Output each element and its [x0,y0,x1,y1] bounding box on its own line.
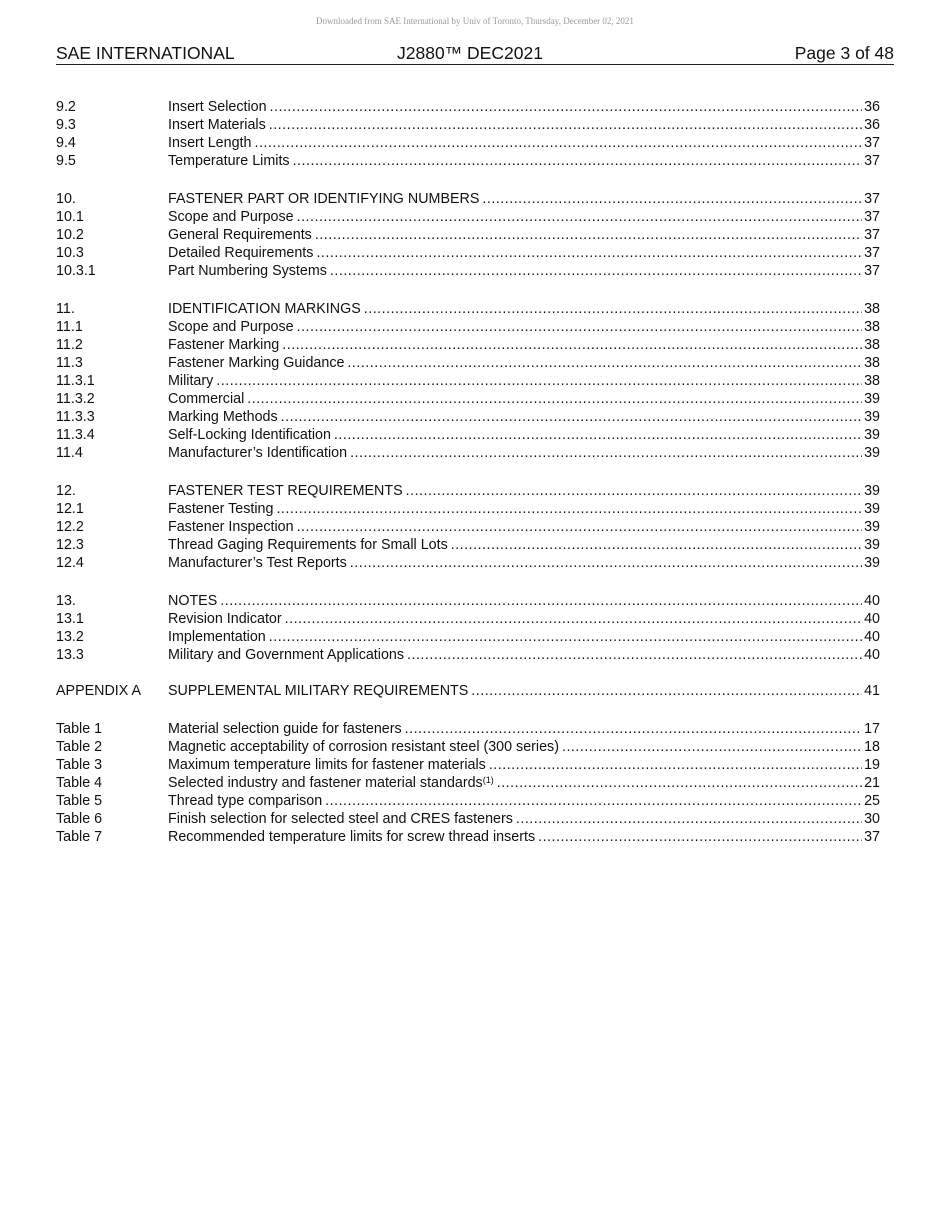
dot-leader [297,318,863,336]
dot-leader [330,262,862,280]
toc-page: 30 [864,811,880,827]
toc-number: 11.4 [56,445,83,461]
dot-leader [281,408,862,426]
dot-leader [269,116,862,134]
toc-entry[interactable] [56,738,880,756]
toc-number: 9.3 [56,117,76,133]
toc-entry[interactable] [56,720,880,738]
toc-page: 37 [864,245,880,261]
toc-entry[interactable] [56,756,880,774]
toc-page: 38 [864,319,880,335]
toc-title: Fastener Marking [168,337,280,353]
toc-entry[interactable] [56,536,880,554]
toc-page: 19 [864,757,880,773]
toc-number: 13. [56,593,76,609]
dot-leader [285,610,862,628]
toc-title: Material selection guide for fasteners [168,721,402,737]
toc-page: 39 [864,427,880,443]
dot-leader [270,98,863,116]
toc-page: 39 [864,537,880,553]
toc-number: 12.2 [56,519,84,535]
toc-page: 37 [864,263,880,279]
toc-number: 11.3.4 [56,427,95,443]
toc-title: Part Numbering Systems [168,263,327,279]
toc-number: APPENDIX A [56,683,142,699]
toc-entry[interactable] [56,444,880,462]
table-of-contents [56,98,880,846]
toc-title: Marking Methods [168,409,278,425]
toc-page: 39 [864,519,880,535]
toc-title-text: Selected industry and fastener material standards [168,775,483,791]
toc-entry[interactable] [56,518,880,536]
toc-page: 37 [864,829,880,845]
toc-entry[interactable] [56,500,880,518]
page-number: Page 3 of 48 [794,43,894,63]
toc-page: 41 [864,683,880,699]
toc-title: Temperature Limits [168,153,290,169]
toc-title: Self-Locking Identification [168,427,331,443]
toc-entry[interactable] [56,300,880,318]
dot-leader [350,554,862,572]
toc-page: 38 [864,337,880,353]
toc-number: 12.3 [56,537,84,553]
toc-entry[interactable] [56,482,880,500]
dot-leader [489,756,862,774]
toc-number: 11.3.1 [56,373,95,389]
toc-entry[interactable] [56,610,880,628]
toc-number: 13.2 [56,629,84,645]
toc-entry[interactable] [56,190,880,208]
toc-entry[interactable] [56,98,880,116]
toc-page: 40 [864,611,880,627]
toc-page: 37 [864,209,880,225]
toc-title: Scope and Purpose [168,209,294,225]
toc-number: 10. [56,191,76,207]
dot-leader [269,628,862,646]
dot-leader [293,152,863,170]
toc-number: 12. [56,483,76,499]
toc-title: Manufacturer’s Test Reports [168,555,347,571]
dot-leader [347,354,862,372]
toc-number: 9.2 [56,99,76,115]
toc-title: Insert Materials [168,117,266,133]
toc-title: Thread type comparison [168,793,323,809]
toc-page: 18 [864,739,880,755]
toc-number: 10.3 [56,245,84,261]
toc-number: Table 6 [56,811,103,827]
footnote-marker: (1) [482,775,494,785]
toc-number: Table 7 [56,829,103,845]
toc-title: Commercial [168,391,245,407]
toc-number: Table 4 [56,775,103,791]
dot-leader [407,646,862,664]
toc-title: Thread Gaging Requirements for Small Lots [168,537,448,553]
toc-page: 39 [864,409,880,425]
dot-leader [482,190,862,208]
toc-page: 40 [864,647,880,663]
toc-page: 39 [864,555,880,571]
dot-leader [315,226,862,244]
toc-title: FASTENER PART OR IDENTIFYING NUMBERS [168,191,480,207]
toc-entry[interactable] [56,810,880,828]
dot-leader [334,426,862,444]
toc-page: 40 [864,593,880,609]
toc-title [168,774,494,792]
toc-number: 11.3.2 [56,391,95,407]
toc-number: Table 1 [56,721,103,737]
toc-entry[interactable] [56,262,880,280]
toc-title: Military and Government Applications [168,647,405,663]
toc-title: Revision Indicator [168,611,282,627]
toc-page: 25 [864,793,880,809]
toc-number: 11.2 [56,337,83,353]
toc-page: 36 [864,99,880,115]
dot-leader [451,536,862,554]
toc-title: Finish selection for selected steel and CRES fasteners [168,811,513,827]
toc-number: 11.1 [56,319,83,335]
toc-title: Implementation [168,629,266,645]
toc-title: NOTES [168,593,218,609]
toc-number: 9.4 [56,135,76,151]
toc-number: 12.1 [56,501,84,517]
toc-entry[interactable] [56,244,880,262]
toc-number: Table 5 [56,793,103,809]
toc-entry[interactable] [56,208,880,226]
toc-entry[interactable] [56,408,880,426]
toc-title: FASTENER TEST REQUIREMENTS [168,483,403,499]
dot-leader [350,444,862,462]
toc-page: 37 [864,191,880,207]
toc-number: Table 3 [56,757,103,773]
document-id: J2880™ DEC2021 [397,43,543,63]
toc-title: Insert Length [168,135,252,151]
dot-leader [282,336,862,354]
toc-page: 21 [864,775,880,791]
toc-title: Scope and Purpose [168,319,294,335]
dot-leader [471,682,862,700]
toc-entry[interactable] [56,792,880,810]
toc-number: 11. [56,301,75,317]
toc-title: Military [168,373,214,389]
toc-title: Insert Selection [168,99,267,115]
toc-title: Recommended temperature limits for screw thread inserts [168,829,536,845]
dot-leader [216,372,862,390]
toc-title: Maximum temperature limits for fastener materials [168,757,486,773]
dot-leader [406,482,862,500]
toc-title: General Requirements [168,227,312,243]
toc-number: 10.1 [56,209,84,225]
toc-entry[interactable] [56,116,880,134]
toc-entry[interactable] [56,774,880,792]
toc-title: Fastener Testing [168,501,274,517]
toc-number: 10.3.1 [56,263,96,279]
toc-entry[interactable] [56,554,880,572]
dot-leader [297,208,863,226]
toc-number: 9.5 [56,153,76,169]
toc-number: 11.3 [56,355,83,371]
toc-title: Detailed Requirements [168,245,314,261]
toc-entry[interactable] [56,354,880,372]
toc-entry[interactable] [56,226,880,244]
toc-title: SUPPLEMENTAL MILITARY REQUIREMENTS [168,683,469,699]
dot-leader [316,244,862,262]
toc-title: IDENTIFICATION MARKINGS [168,301,361,317]
toc-entry[interactable] [56,628,880,646]
toc-entry[interactable] [56,646,880,664]
toc-entry[interactable] [56,372,880,390]
toc-title: Magnetic acceptability of corrosion resistant steel (300 series) [168,739,559,755]
toc-number: Table 2 [56,739,103,755]
dot-leader [538,828,862,846]
dot-leader [405,720,862,738]
dot-leader [562,738,862,756]
toc-entry[interactable] [56,336,880,354]
toc-title: Fastener Inspection [168,519,294,535]
publisher-name: SAE INTERNATIONAL [56,43,235,63]
toc-number: 12.4 [56,555,84,571]
dot-leader [220,592,862,610]
toc-entry[interactable] [56,682,880,700]
toc-page: 39 [864,391,880,407]
toc-page: 17 [864,721,880,737]
dot-leader [325,792,862,810]
toc-entry[interactable] [56,318,880,336]
toc-page: 37 [864,135,880,151]
toc-page: 38 [864,355,880,371]
toc-page: 37 [864,227,880,243]
dot-leader [276,500,862,518]
dot-leader [254,134,862,152]
toc-page: 36 [864,117,880,133]
toc-page: 38 [864,301,880,317]
toc-page: 39 [864,501,880,517]
dot-leader [364,300,862,318]
toc-number: 13.3 [56,647,84,663]
toc-page: 37 [864,153,880,169]
toc-entry[interactable] [56,828,880,846]
toc-title: Manufacturer’s Identification [168,445,348,461]
toc-page: 39 [864,445,880,461]
toc-page: 38 [864,373,880,389]
toc-page: 40 [864,629,880,645]
dot-leader [297,518,863,536]
toc-number: 13.1 [56,611,84,627]
dot-leader [247,390,862,408]
toc-entry[interactable] [56,390,880,408]
toc-entry[interactable] [56,152,880,170]
page-header [56,43,894,65]
toc-number: 10.2 [56,227,84,243]
toc-entry[interactable] [56,134,880,152]
toc-entry[interactable] [56,592,880,610]
dot-leader [516,810,862,828]
dot-leader [497,774,862,792]
toc-title: Fastener Marking Guidance [168,355,345,371]
toc-entry[interactable] [56,426,880,444]
download-watermark: Downloaded from SAE International by Univ of Toronto, Thursday, December 02, 2021 [316,16,634,26]
toc-page: 39 [864,483,880,499]
toc-number: 11.3.3 [56,409,95,425]
